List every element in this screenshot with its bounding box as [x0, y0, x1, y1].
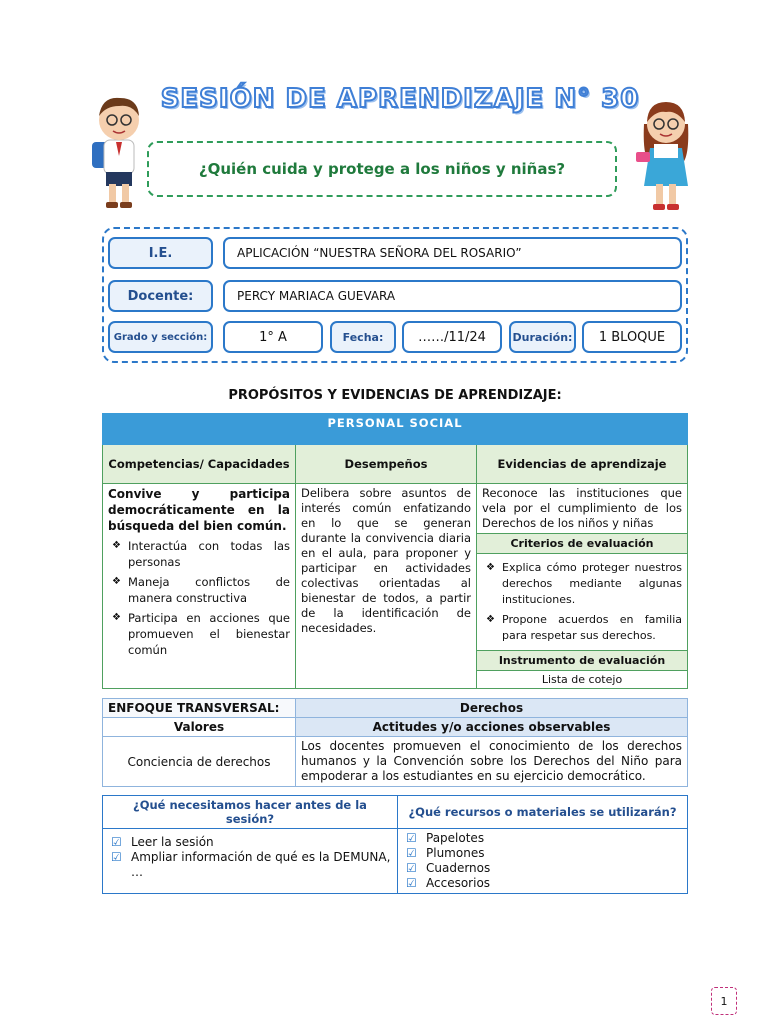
col-desempenos-header: Desempeños: [296, 445, 477, 484]
list-item: ☑ Accesorios: [404, 876, 681, 891]
list-item: ❖ Interactúa con todas las personas: [108, 538, 290, 570]
competencias-cell: [103, 484, 296, 689]
fecha-value: ……/11/24: [402, 321, 502, 353]
ie-label: I.E.: [108, 237, 213, 269]
list-item: ❖ Maneja conflictos de manera constructiva: [108, 574, 290, 606]
col-evidencias-header: Evidencias de aprendizaje: [477, 445, 688, 484]
criterios-label: Criterios de evaluación: [477, 533, 687, 554]
list-item: ❖ Explica cómo proteger nuestros derechos mediante algunas instituciones.: [482, 560, 682, 608]
duracion-label: Duración:: [509, 321, 576, 353]
preparation-table: [102, 795, 688, 894]
boy-student-illustration: [86, 90, 152, 214]
enfoque-value: Derechos: [296, 699, 688, 718]
evidencias-cell: [477, 484, 688, 689]
duracion-value: 1 BLOQUE: [582, 321, 682, 353]
docente-value: PERCY MARIACA GUEVARA: [223, 280, 682, 312]
learning-purposes-table: [102, 413, 688, 689]
enfoque-transversal-table: [102, 698, 688, 787]
list-item: ❖ Propone acuerdos en familia para respetar sus derechos.: [482, 612, 682, 644]
area-header: PERSONAL SOCIAL: [103, 414, 688, 445]
section-heading: PROPÓSITOS Y EVIDENCIAS DE APRENDIZAJE:: [228, 388, 562, 403]
recursos-cell: [398, 829, 688, 894]
enfoque-label: ENFOQUE TRANSVERSAL:: [103, 699, 296, 718]
valor-cell: Conciencia de derechos: [103, 737, 296, 787]
session-subtitle-box: [147, 141, 617, 197]
antes-cell: [103, 829, 398, 894]
desempeno-text: Delibera sobre asuntos de interés común enfatizando en lo que se generan durante la convivencia diaria en el aula, para proponer y participar en actividades colectivas orientadas al bienestar de todos, a partir de la identificación de necesidades.: [301, 486, 471, 635]
instrumento-label: Instrumento de evaluación: [477, 650, 687, 671]
instrumento-value: Lista de cotejo: [541, 673, 623, 686]
session-subtitle: ¿Quién cuida y protege a los niños y niñas?: [198, 160, 566, 178]
list-item: ☑ Plumones: [404, 846, 681, 861]
list-item: ☑ Cuadernos: [404, 861, 681, 876]
antes-list: [109, 835, 391, 880]
evidencia-text: Reconoce las instituciones que vela por el cumplimiento de los Derechos de los niños y niñas: [482, 486, 682, 530]
session-title: SESIÓN DE APRENDIZAJE N° 30: [160, 84, 640, 114]
col-competencias-header: Competencias/ Capacidades: [103, 445, 296, 484]
list-item: ☑ Ampliar información de qué es la DEMUNA, …: [109, 850, 391, 880]
ie-value: APLICACIÓN “NUESTRA SEÑORA DEL ROSARIO”: [223, 237, 682, 269]
grado-label: Grado y sección:: [108, 321, 213, 353]
antes-header: ¿Qué necesitamos hacer antes de la sesión?: [103, 796, 398, 829]
list-item: ❖ Participa en acciones que promueven el bienestar común: [108, 610, 290, 658]
fecha-label: Fecha:: [330, 321, 396, 353]
page-number: 1: [711, 987, 737, 1015]
list-item: ☑ Papelotes: [404, 831, 681, 846]
list-item: ☑ Leer la sesión: [109, 835, 391, 850]
recursos-header: ¿Qué recursos o materiales se utilizarán?: [398, 796, 688, 829]
desempeno-cell: [296, 484, 477, 689]
actitudes-header: Actitudes y/o acciones observables: [296, 718, 688, 737]
competencia-text: Convive y participa democráticamente en la búsqueda del bien común.: [108, 487, 290, 533]
criterios-list: [477, 558, 687, 650]
docente-label: Docente:: [108, 280, 213, 312]
grado-value: 1° A: [223, 321, 323, 353]
recursos-list: [404, 831, 681, 891]
valores-header: Valores: [103, 718, 296, 737]
capacidades-list: [108, 538, 290, 658]
actitud-cell: Los docentes promueven el conocimiento de los derechos humanos y la Convención sobre los Derechos del Niño para empoderar a los estudiantes en su ejercicio democrático.: [296, 737, 688, 787]
